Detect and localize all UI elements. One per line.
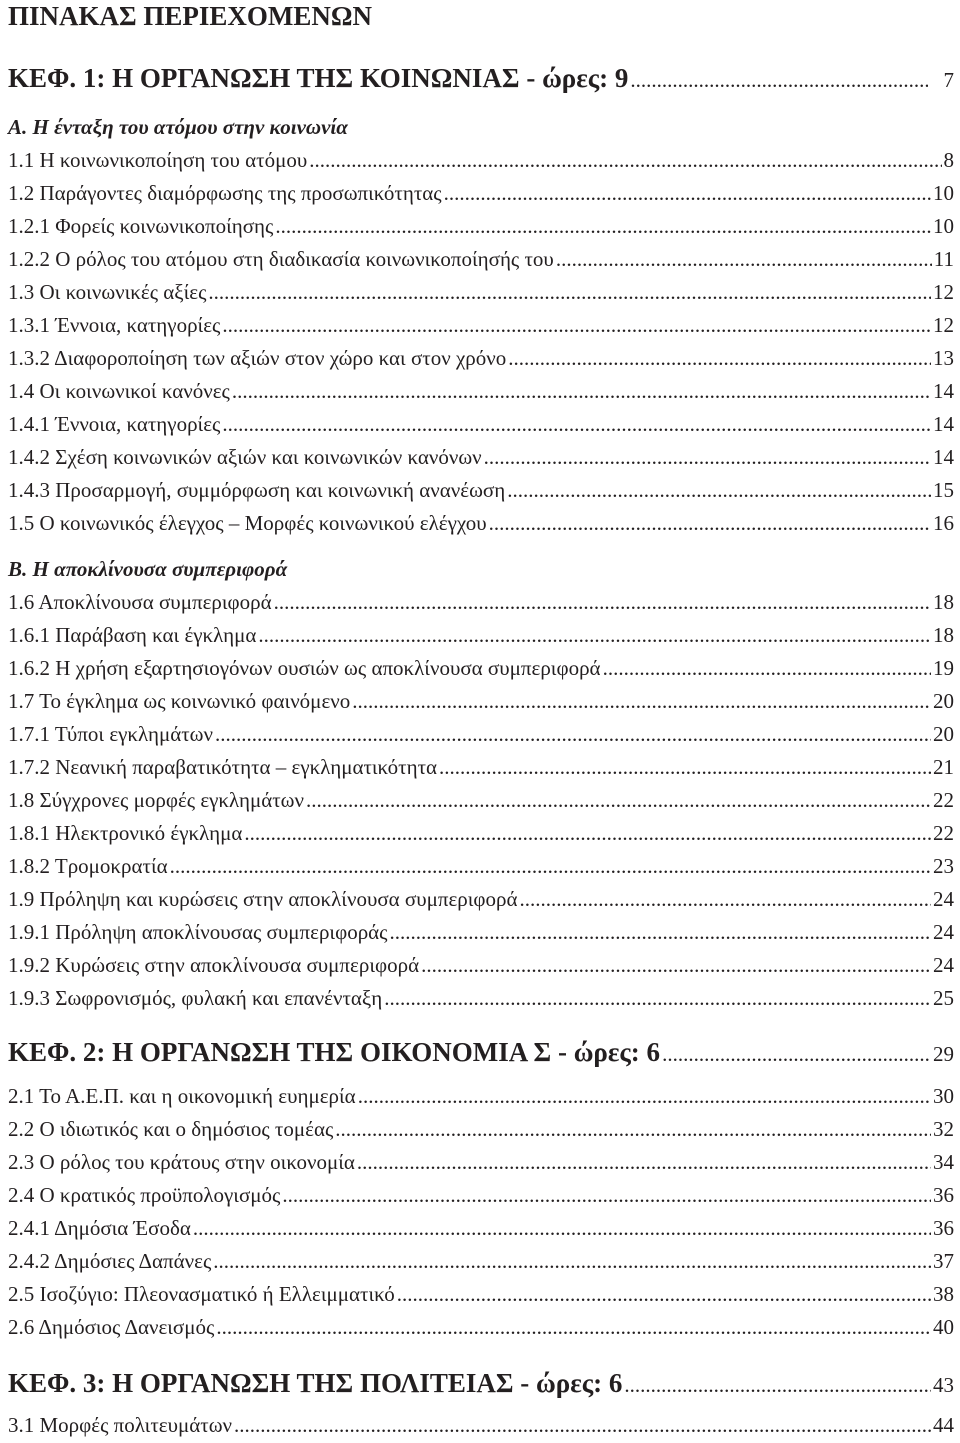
leader-dots [358,1083,931,1109]
toc-page-number: 12 [933,280,954,304]
toc-entry [8,919,954,945]
chapter-heading [8,1036,954,1068]
leader-dots [484,444,931,470]
toc-page-number: 14 [933,412,954,436]
toc-label: 1.4.2 Σχέση κοινωνικών αξιών και κοινωνικών κανόνων [8,445,482,469]
toc-page-number: 25 [933,986,954,1010]
toc-label: Β. Η αποκλίνουσα συμπεριφορά [8,557,288,581]
toc-entry [8,589,954,615]
toc-label: 1.2.1 Φορείς κοινωνικοποίησης [8,214,274,238]
toc-label: 2.4 Ο κρατικός προϋπολογισμός [8,1183,281,1207]
toc-page-number: 40 [933,1315,954,1339]
toc-page-number: 37 [933,1249,954,1273]
toc-label: 1.9 Πρόληψη και κυρώσεις στην αποκλίνουσα συμπεριφορά [8,887,518,911]
toc-page-number: 14 [933,379,954,403]
toc-entry [8,655,954,681]
toc-entry [8,1083,954,1109]
toc-page-number: 24 [933,887,954,911]
leader-dots [357,1149,931,1175]
toc-label: 2.2 Ο ιδιωτικός και ο δημόσιος τομέας [8,1117,334,1141]
toc-label: 1.2 Παράγοντες διαμόρφωσης της προσωπικότητας [8,181,442,205]
toc-page-number: 32 [933,1117,954,1141]
toc-label: 1.4 Οι κοινωνικοί κανόνες [8,379,230,403]
toc-label: 2.3 Ο ρόλος του κράτους στην οικονομία [8,1150,355,1174]
toc-page-number: 38 [933,1282,954,1306]
leader-dots [274,589,931,615]
toc-page-number: 22 [933,821,954,845]
toc-page-number: 23 [933,854,954,878]
toc-label: 2.4.2 Δημόσιες Δαπάνες [8,1249,212,1273]
toc-label: 1.8.1 Ηλεκτρονικό έγκλημα [8,821,243,845]
toc-label: Α. Η ένταξη του ατόμου στην κοινωνία [8,115,348,139]
toc-entry [8,721,954,747]
toc-page-number: 20 [933,722,954,746]
toc-label: 1.7.1 Τύποι εγκλημάτων [8,722,213,746]
toc-label: 1.7 Το έγκλημα ως κοινωνικό φαινόμενο [8,689,351,713]
leader-dots [208,279,931,305]
toc-entry [8,1182,954,1208]
leader-dots [662,1038,931,1070]
chapter-heading [8,62,954,94]
toc-entry [8,246,954,272]
toc-entry [8,787,954,813]
leader-dots [444,180,931,206]
toc-entry [8,312,954,338]
toc-label: 1.3.2 Διαφοροποίηση των αξιών στον χώρο και στον χρόνο [8,346,507,370]
toc-entry [8,886,954,912]
toc-page-number: 24 [933,920,954,944]
leader-dots [624,1369,931,1401]
toc-page-number: 18 [933,590,954,614]
toc-entry [8,279,954,305]
toc-entry [8,213,954,239]
toc-label: 1.4.1 Έννοια, κατηγορίες [8,412,221,436]
toc-label: 1.4.3 Προσαρμογή, συμμόρφωση και κοινωνική ανανέωση [8,478,506,502]
toc-page-number: 36 [933,1216,954,1240]
leader-dots [556,246,932,272]
leader-dots [352,688,931,714]
toc-entry [8,345,954,371]
leader-dots [309,147,941,173]
leader-dots [508,345,931,371]
toc-entry [8,378,954,404]
toc-entry [8,510,954,536]
section-heading [8,114,954,140]
toc-label: 1.2.2 Ο ρόλος του ατόμου στη διαδικασία κοινωνικοποίησής του [8,247,554,271]
leader-dots [193,1215,931,1241]
leader-dots [603,655,931,681]
toc-entry [8,411,954,437]
toc-label: 1.9.1 Πρόληψη αποκλίνουσας συμπεριφοράς [8,920,388,944]
toc-label: 1.6.2 Η χρήση εξαρτησιογόνων ουσιών ως αποκλίνουσα συμπεριφορά [8,656,601,680]
toc-page-number: 34 [933,1150,954,1174]
leader-dots [507,477,931,503]
page-title-text: ΠΙΝΑΚΑΣ ΠΕΡΙΕΧΟΜΕΝΩΝ [8,1,373,31]
toc-label: 1.6.1 Παράβαση και έγκλημα [8,623,257,647]
toc-page-number: 11 [933,247,954,271]
toc-page-number: 13 [933,346,954,370]
leader-dots [216,1314,931,1340]
leader-dots [390,919,932,945]
toc-page-number: 7 [943,68,954,92]
toc-label: 1.3 Οι κοινωνικές αξίες [8,280,207,304]
leader-dots [421,952,931,978]
toc-entry [8,622,954,648]
toc-page-number: 16 [933,511,954,535]
leader-dots [275,213,931,239]
toc-entry [8,1412,954,1438]
toc-label: 1.7.2 Νεανική παραβατικότητα – εγκληματικότητα [8,755,438,779]
toc-label: 2.4.1 Δημόσια Έσοδα [8,1216,191,1240]
leader-dots [282,1182,931,1208]
toc-label: 1.8.2 Τρομοκρατία [8,854,168,878]
toc-page-number: 10 [933,181,954,205]
toc-label: 3.1 Μορφές πολιτευμάτων [8,1413,233,1437]
toc-label: ΚΕΦ. 3: Η ΟΡΓΑΝΩΣΗ ΤΗΣ ΠΟΛΙΤΕΙΑΣ - ώρες: 6 [8,1368,623,1398]
toc-page-number: 21 [933,755,954,779]
toc-entry [8,1149,954,1175]
leader-dots [215,721,931,747]
toc-page-number: 44 [933,1413,954,1437]
toc-entry [8,180,954,206]
leader-dots [170,853,931,879]
leader-dots [306,787,931,813]
leader-dots [439,754,931,780]
toc-entry [8,1281,954,1307]
page-title [8,0,954,32]
toc-entry [8,477,954,503]
toc-page-number: 20 [933,689,954,713]
toc-page-number: 10 [933,214,954,238]
leader-dots [222,312,931,338]
toc-label: 2.1 Το Α.Ε.Π. και η οικονομική ευημερία [8,1084,356,1108]
toc-page-number: 24 [933,953,954,977]
leader-dots [244,820,931,846]
leader-dots [520,886,931,912]
chapter-heading [8,1367,954,1399]
toc-page-number: 19 [933,656,954,680]
section-heading [8,556,954,582]
toc-label: 1.8 Σύγχρονες μορφές εγκλημάτων [8,788,304,812]
toc-page-number: 43 [933,1373,954,1397]
toc-page-number: 14 [933,445,954,469]
toc-entry [8,444,954,470]
toc-entry [8,952,954,978]
toc-page-number: 30 [933,1084,954,1108]
toc-entry [8,147,954,173]
toc-label: 1.3.1 Έννοια, κατηγορίες [8,313,221,337]
toc-entry [8,820,954,846]
leader-dots [335,1116,931,1142]
leader-dots [232,378,931,404]
toc-entry [8,688,954,714]
toc-label: ΚΕΦ. 1: Η ΟΡΓΑΝΩΣΗ ΤΗΣ ΚΟΙΝΩΝΙΑΣ - ώρες: 9 [8,63,629,93]
toc-entry [8,1116,954,1142]
toc-label: 1.5 Ο κοινωνικός έλεγχος – Μορφές κοινωνικού ελέγχου [8,511,487,535]
leader-dots [397,1281,931,1307]
leader-dots [222,411,931,437]
toc-page-number: 29 [933,1042,954,1066]
toc-entry [8,1248,954,1274]
toc-label: 1.9.3 Σωφρονισμός, φυλακή και επανένταξη [8,986,383,1010]
leader-dots [384,985,931,1011]
toc-label: 1.9.2 Κυρώσεις στην αποκλίνουσα συμπεριφορά [8,953,420,977]
toc-label: 1.6 Αποκλίνουσα συμπεριφορά [8,590,272,614]
leader-dots [258,622,931,648]
toc-entry [8,1314,954,1340]
leader-dots [630,64,927,96]
toc-entry [8,754,954,780]
toc-entry [8,985,954,1011]
toc-entry [8,1215,954,1241]
toc-label: 2.5 Ισοζύγιο: Πλεονασματικό ή Ελλειμματικό [8,1282,395,1306]
toc-page-number: 8 [943,148,954,172]
toc-label: ΚΕΦ. 2: Η ΟΡΓΑΝΩΣΗ ΤΗΣ ΟΙΚΟΝΟΜΙΑ Σ - ώρες: 6 [8,1037,661,1067]
leader-dots [489,510,931,536]
leader-dots [234,1412,931,1438]
toc-entry [8,853,954,879]
toc-page-number: 18 [933,623,954,647]
toc-page-number: 36 [933,1183,954,1207]
toc-page-number: 12 [933,313,954,337]
toc-page-number: 22 [933,788,954,812]
toc-page-number: 15 [933,478,954,502]
toc-label: 2.6 Δημόσιος Δανεισμός [8,1315,215,1339]
toc-label: 1.1 Η κοινωνικοποίηση του ατόμου [8,148,308,172]
leader-dots [213,1248,931,1274]
